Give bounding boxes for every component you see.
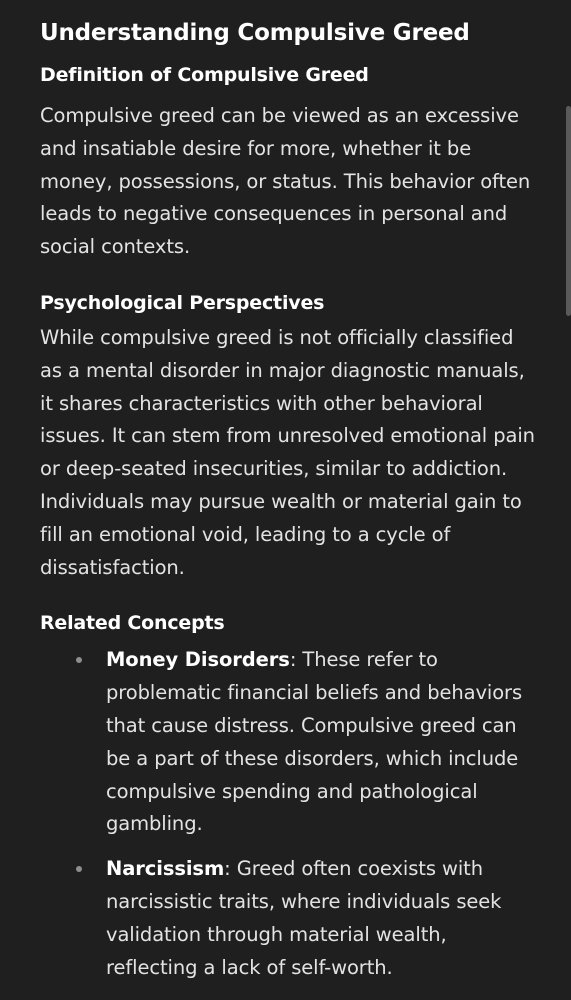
bullet-icon (76, 866, 82, 872)
response-content (40, 14, 540, 984)
list-item (40, 853, 526, 984)
psychological-heading: Psychological Perspectives (40, 291, 325, 314)
related-concepts-heading: Related Concepts (40, 612, 225, 635)
list-item-text: : These refer to problematic financial beliefs and behaviors that cause distress. Compulsive greed can be a part of these disorders, which include compulsive spending and pathological gambling. (106, 648, 523, 836)
related-concepts-list (40, 644, 540, 984)
list-item-text: : Greed often coexists with narcissistic traits, where individuals seek validation through material wealth, reflecting a lack of self-worth. (106, 857, 502, 979)
psychological-paragraph: While compulsive greed is not officially classified as a mental disorder in major diagnostic manuals, it shares characteristics with other behavioral issues. It can stem from unresolved emotional pain or deep-seated insecurities, similar to addiction. Individuals may pursue wealth or material gain to fill an emotional void, leading to a cycle of dissatisfaction. (40, 325, 535, 579)
list-item-term: Money Disorders (106, 648, 290, 672)
list-item-term: Narcissism (106, 857, 225, 881)
definition-heading: Definition of Compulsive Greed (40, 64, 369, 86)
bullet-icon (76, 657, 82, 663)
definition-paragraph: Compulsive greed can be viewed as an excessive and insatiable desire for more, whether it be money, possessions, or status. This behavior often leads to negative consequences in personal and social contexts. (40, 104, 531, 259)
scrollbar-thumb[interactable] (566, 106, 571, 316)
page-title: Understanding Compulsive Greed (40, 20, 470, 46)
list-item (40, 644, 526, 841)
